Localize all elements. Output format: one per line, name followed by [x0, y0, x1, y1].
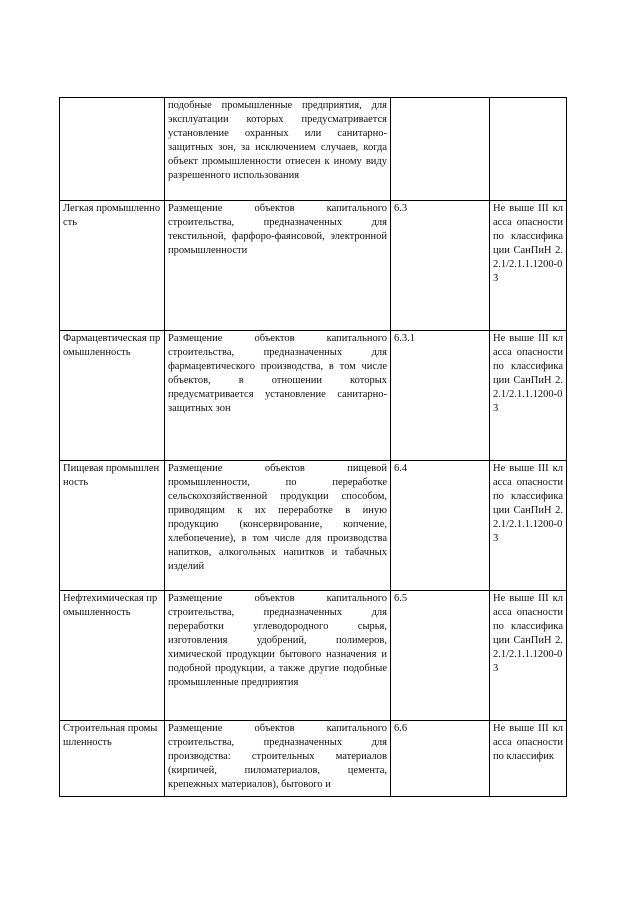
use-type-description: Размещение объектов капитального строительства, предназначенных для текстильной, фарфоро-фаянсовой, электронной промышленности	[165, 201, 391, 331]
table-row	[60, 201, 567, 331]
use-type-code	[391, 98, 490, 201]
use-type-code: 6.6	[391, 721, 490, 797]
use-type-description: подобные промышленные предприятия, для эксплуатации которых предусматривается установление охранных или санитарно-защитных зон, за исключением случаев, когда объект промышленности отнесен к иному виду разрешенного использования	[165, 98, 391, 201]
use-type-parameters	[490, 98, 567, 201]
table-row	[60, 721, 567, 797]
use-type-description: Размещение объектов капитального строительства, предназначенных для переработки углеводородного сырья, изготовления удобрений, полимеров, химической продукции бытового назначения и подобной продукции, а также другие подобные промышленные предприятия	[165, 591, 391, 721]
use-type-description: Размещение объектов капитального строительства, предназначенных для производства: строительных материалов (кирпичей, пиломатериалов, цемента, крепежных материалов), бытового и	[165, 721, 391, 797]
use-type-parameters: Не выше III класса опасности по классификации СанПиН 2.2.1/2.1.1.1200-03	[490, 201, 567, 331]
land-use-table	[59, 97, 567, 797]
use-type-parameters: Не выше III класса опасности по классификации СанПиН 2.2.1/2.1.1.1200-03	[490, 591, 567, 721]
use-type-code: 6.5	[391, 591, 490, 721]
use-type-description: Размещение объектов капитального строительства, предназначенных для фармацевтического производства, в том числе объектов, в отношении которых предусматривается установление санитарно-защитных зон	[165, 331, 391, 461]
use-type-name: Легкая промышленность	[60, 201, 165, 331]
use-type-code: 6.3.1	[391, 331, 490, 461]
use-type-parameters: Не выше III класса опасности по классификации СанПиН 2.2.1/2.1.1.1200-03	[490, 331, 567, 461]
table-row	[60, 331, 567, 461]
use-type-parameters: Не выше III класса опасности по классификации СанПиН 2.2.1/2.1.1.1200-03	[490, 461, 567, 591]
use-type-name: Нефтехимическая промышленность	[60, 591, 165, 721]
use-type-code: 6.4	[391, 461, 490, 591]
use-type-code: 6.3	[391, 201, 490, 331]
table-row	[60, 461, 567, 591]
use-type-description: Размещение объектов пищевой промышленности, по переработке сельскохозяйственной продукции способом, приводящим к их переработке в иную продукцию (консервирование, копчение, хлебопечение), в том числе для производства напитков, алкогольных напитков и табачных изделий	[165, 461, 391, 591]
table-row	[60, 98, 567, 201]
use-type-name: Фармацевтическая промышленность	[60, 331, 165, 461]
use-type-name: Строительная промышленность	[60, 721, 165, 797]
use-type-parameters: Не выше III класса опасности по классифик	[490, 721, 567, 797]
use-type-name	[60, 98, 165, 201]
use-type-name: Пищевая промышленность	[60, 461, 165, 591]
table-row	[60, 591, 567, 721]
